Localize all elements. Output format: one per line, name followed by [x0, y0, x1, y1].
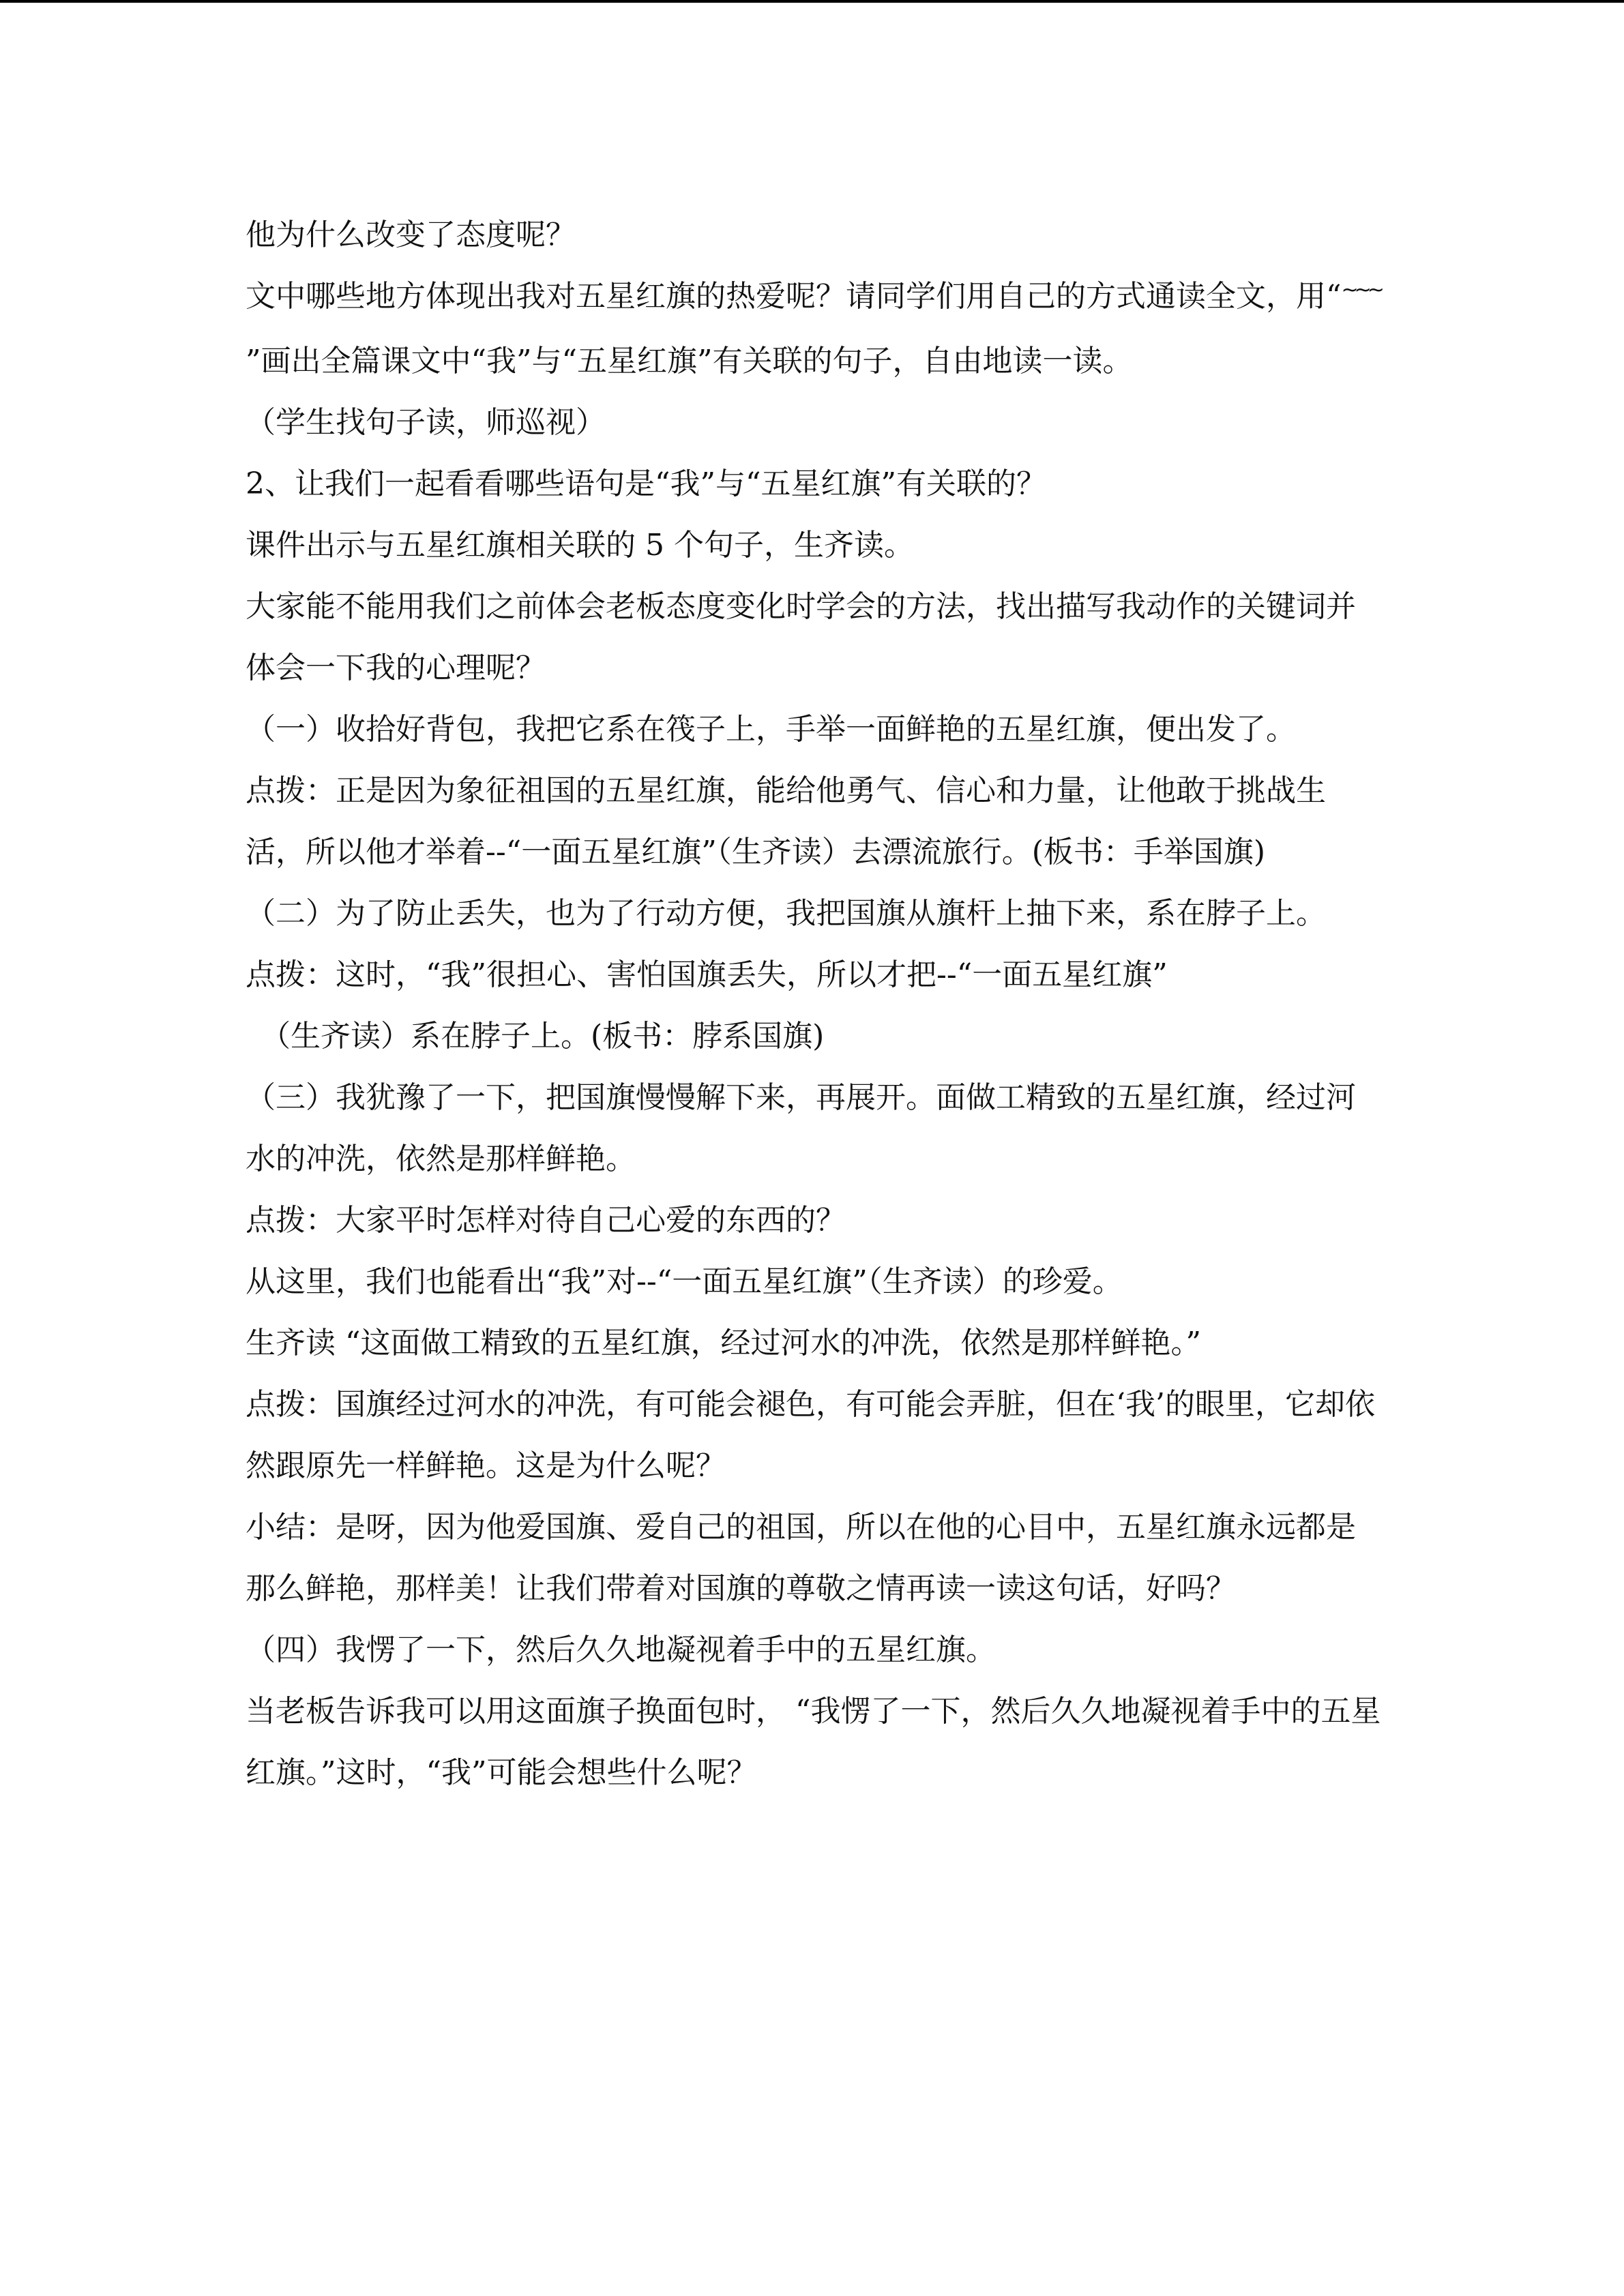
document-page: [246, 205, 1385, 1804]
paragraph-2-tail: ”画出全篇课文中“我”与“五星红旗”有关联的句子，自由地读一读。: [246, 344, 1133, 378]
sentence-1: （一）收拾好背包，我把它系在筏子上，手举一面鲜艳的五星红旗，便出发了。: [246, 712, 1296, 747]
sentence-4: （四）我愣了一下，然后久久地凝视着手中的五星红旗。: [246, 1632, 996, 1667]
sentence-3: （三）我犹豫了一下，把国旗慢慢解下来，再展开。面做工精致的五星红旗，经过河水的冲洗，依然是那样鲜艳。: [246, 1080, 1356, 1176]
paragraph-16: 点拨：国旗经过河水的冲洗，有可能会褪色，有可能会弄脏，但在‘我’的眼里，它却依然跟原先一样鲜艳。这是为什么呢？: [246, 1387, 1375, 1483]
summary-paragraph: 小结：是呀，因为他爱国旗、爱自己的祖国，所以在他的心目中，五星红旗永远都是那么鲜艳，那样美！让我们带着对国旗的尊敬之情再读一读这句话，好吗？: [246, 1510, 1356, 1606]
paragraph-4: 2、让我们一起看看哪些语句是“我”与“五星红旗”有关联的？: [246, 466, 1046, 501]
paragraph-1: 他为什么改变了态度呢？: [246, 218, 576, 252]
sentence-2: （二）为了防止丢失，也为了行动方便，我把国旗从旗杆上抽下来，系在脖子上。: [246, 896, 1326, 931]
paragraph-8: 点拨：正是因为象征祖国的五星红旗，能给他勇气、信心和力量，让他敢于挑战生活，所以他才举着--“一面五星红旗”（生齐读）去漂流旅行。(板书：手举国旗): [246, 773, 1326, 869]
paragraph-15: 生齐读 “这面做工精致的五星红旗，经过河水的冲洗，依然是那样鲜艳。”: [246, 1326, 1201, 1360]
paragraph-10: 点拨：这时，“我”很担心、害怕国旗丢失，所以才把--“一面五星红旗”: [246, 957, 1168, 992]
paragraph-5: 课件出示与五星红旗相关联的 5 个句子，生齐读。: [246, 528, 914, 563]
paragraph-3: （学生找句子读，师巡视）: [246, 405, 606, 440]
paragraph-11: （生齐读）系在脖子上。(板书：脖系国旗): [261, 1019, 825, 1054]
paragraph-19: 当老板告诉我可以用这面旗子换面包时， “我愣了一下，然后久久地凝视着手中的五星红旗。”这时，“我”可能会想些什么呢？: [246, 1694, 1381, 1790]
paragraph-6: 大家能不能用我们之前体会老板态度变化时学会的方法，找出描写我动作的关键词并体会一下我的心理呢？: [246, 589, 1356, 685]
paragraph-2: [246, 266, 1385, 392]
paragraph-14: 从这里，我们也能看出“我”对--“一面五星红旗”（生齐读）的珍爱。: [246, 1264, 1123, 1299]
paragraph-13: 点拨：大家平时怎样对待自己心爱的东西的？: [246, 1203, 846, 1238]
wavy-underline-mark: ~~~: [1341, 278, 1381, 302]
paragraph-2-head: 文中哪些地方体现出我对五星红旗的热爱呢？请同学们用自己的方式通读全文，用“: [246, 279, 1342, 314]
page-top-border: [0, 0, 1624, 3]
